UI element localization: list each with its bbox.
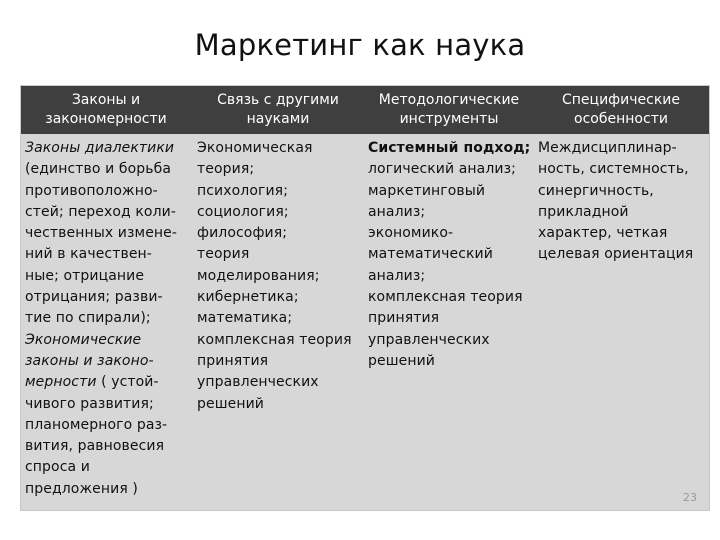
header-line: инструменты xyxy=(399,111,499,127)
cell-line: законы и законо- xyxy=(25,352,154,369)
header-cell-laws xyxy=(21,86,191,134)
cell-line: принятия xyxy=(368,310,440,327)
header-line: Законы и xyxy=(71,92,141,108)
cell-line: вития, равновесия xyxy=(25,438,165,455)
cell-line: предложения ) xyxy=(25,480,138,497)
header-line: особенности xyxy=(574,111,668,127)
cell-line: Системный подход; xyxy=(368,140,531,156)
cell-line: спроса и xyxy=(25,459,90,476)
header-line: Методологические xyxy=(378,92,520,108)
cell-line: Экономическая xyxy=(197,140,313,156)
cell-line: Междисциплинар- xyxy=(538,140,677,156)
regular-fragment: ( устой- xyxy=(96,374,159,391)
header-line: науками xyxy=(246,111,310,127)
cell-line: логический анализ; xyxy=(368,161,516,178)
cell-line xyxy=(25,372,189,393)
cell-line: целевая ориентация xyxy=(538,246,694,263)
cell-line: ные; отрицание xyxy=(25,267,145,284)
cell-line: анализ; xyxy=(368,267,426,284)
cell-line: философия; xyxy=(197,225,288,242)
cell-line: чественных измене- xyxy=(25,225,178,242)
cell-line: синергичность, xyxy=(538,182,654,199)
cell-line: управленческих xyxy=(197,374,319,391)
marketing-table xyxy=(20,85,710,511)
slide-title: Маркетинг как наука xyxy=(194,28,526,62)
header-line: закономерности xyxy=(45,111,167,127)
header-cell-features xyxy=(533,86,709,134)
cell-line: социология; xyxy=(197,203,289,220)
cell-line: принятия xyxy=(197,352,269,369)
cell-line: психология; xyxy=(197,182,289,199)
header-line: Специфические xyxy=(562,92,680,108)
cell-line: математика; xyxy=(197,310,293,327)
column-methods xyxy=(368,138,530,372)
cell-line: Экономические xyxy=(25,331,142,348)
header-line: Связь с другими xyxy=(217,92,339,108)
cell-line: анализ; xyxy=(368,203,426,220)
cell-line: управленческих xyxy=(368,331,490,348)
cell-line: маркетинговый xyxy=(368,182,486,199)
cell-line: прикладной xyxy=(538,203,629,220)
cell-line: отрицания; разви- xyxy=(25,289,163,306)
table-header xyxy=(21,86,709,134)
column-features xyxy=(538,138,708,266)
cell-line: комплексная теория xyxy=(368,289,523,306)
column-relations xyxy=(197,138,363,415)
cell-line: Законы диалектики xyxy=(25,140,175,156)
cell-line: кибернетика; xyxy=(197,289,299,306)
cell-line: решений xyxy=(197,395,264,412)
cell-line: характер, четкая xyxy=(538,225,668,242)
cell-line: экономико- xyxy=(368,225,454,242)
page-number: 23 xyxy=(683,491,697,504)
cell-line: комплексная теория xyxy=(197,331,352,348)
cell-line: математический xyxy=(368,246,493,263)
cell-line: (единство и борьба xyxy=(25,161,172,178)
cell-line: теория; xyxy=(197,161,255,178)
column-laws xyxy=(25,138,189,500)
cell-line: чивого развития; xyxy=(25,395,154,412)
header-cell-relations xyxy=(191,86,365,134)
header-cell-methods xyxy=(365,86,533,134)
cell-line: теория xyxy=(197,246,250,263)
cell-line: противоположно- xyxy=(25,182,158,199)
cell-line: тие по спирали); xyxy=(25,310,151,327)
cell-line: ность, системность, xyxy=(538,161,689,178)
cell-line: моделирования; xyxy=(197,267,320,284)
cell-line: решений xyxy=(368,352,435,369)
cell-line: ний в качествен- xyxy=(25,246,152,263)
cell-line: планомерного раз- xyxy=(25,416,168,433)
cell-line: стей; переход коли- xyxy=(25,203,176,220)
italic-fragment: мерности xyxy=(25,374,97,391)
